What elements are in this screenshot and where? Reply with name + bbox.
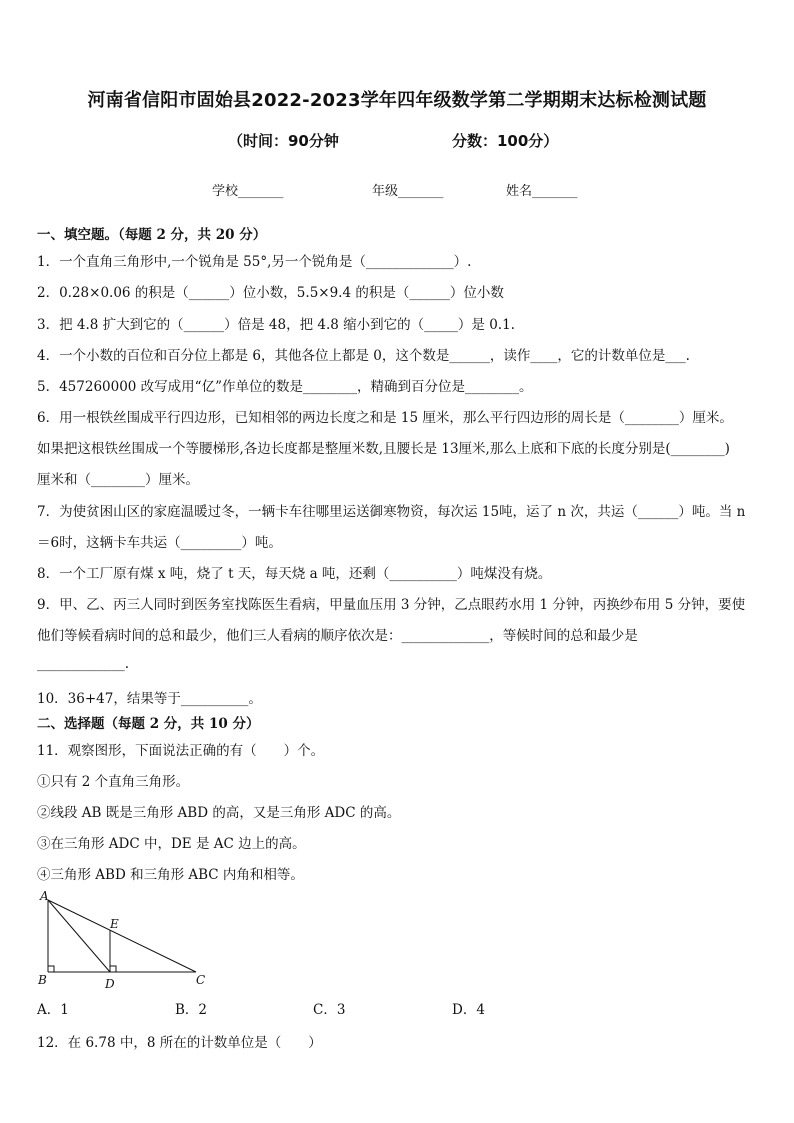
choice-d: D．4 — [452, 1002, 485, 1018]
label-C: C — [196, 973, 206, 987]
statement-1: ①只有 2 个直角三角形。 — [37, 774, 190, 790]
label-A: A — [40, 889, 49, 903]
choice-b: B．2 — [175, 1002, 208, 1018]
choice-a: A．1 — [37, 1002, 69, 1018]
statement-4: ④三角形 ABD 和三角形 ABC 内角和相等。 — [37, 867, 304, 883]
question-11: 11．观察图形，下面说法正确的有（ ）个。 — [37, 743, 325, 759]
right-angle-D — [110, 966, 116, 972]
exam-time: （时间：90分钟 — [228, 132, 339, 150]
segment-AC — [48, 900, 196, 972]
question-12: 12．在 6.78 中，8 所在的计数单位是（ ） — [37, 1035, 322, 1051]
segment-AD — [48, 900, 110, 972]
label-B: B — [38, 973, 47, 987]
question-6-line3: 厘米和（________）厘米。 — [37, 472, 199, 488]
grade-field: 年级_______ — [372, 184, 444, 199]
section-heading-choice: 二、选择题（每题 2 分，共 10 分） — [37, 716, 260, 732]
choice-c: C．3 — [313, 1002, 346, 1018]
statement-3: ③在三角形 ADC 中，DE 是 AC 边上的高。 — [37, 836, 306, 852]
label-D: D — [105, 977, 115, 991]
question-10: 10．36+47，结果等于__________。 — [37, 691, 262, 707]
question-9-line2: 他们等候看病时间的总和最少，他们三人看病的顺序依次是：_____________，等候时间的总和最少是 — [37, 628, 638, 644]
question-3: 3．把 4.8 扩大到它的（______）倍是 48，把 4.8 缩小到它的（_____）是 0.1. — [37, 317, 515, 333]
school-field: 学校_______ — [212, 184, 284, 199]
section-heading-fill: 一、填空题。（每题 2 分，共 20 分） — [37, 227, 267, 243]
question-9-line1: 9．甲、乙、丙三人同时到医务室找陈医生看病，甲量血压用 3 分钟，乙点眼药水用 1 分钟，丙换纱布用 5 分钟，要使 — [37, 597, 746, 613]
question-5: 5．457260000 改写成用“亿”作单位的数是________，精确到百分位是________。 — [37, 379, 533, 395]
right-angle-B — [48, 966, 54, 972]
triangle-figure — [32, 888, 212, 992]
question-2: 2．0.28×0.06 的积是（______）位小数，5.5×9.4 的积是（______）位小数 — [37, 285, 504, 301]
label-E: E — [110, 917, 119, 931]
page-title: 河南省信阳市固始县2022-2023学年四年级数学第二学期期末达标检测试题 — [87, 90, 707, 111]
name-field: 姓名_______ — [506, 184, 578, 199]
question-8: 8．一个工厂原有煤 x 吨，烧了 t 天，每天烧 a 吨，还剩（__________）吨煤没有烧。 — [37, 566, 552, 582]
question-4: 4．一个小数的百位和百分位上都是 6，其他各位上都是 0，这个数是______，读作____，它的计数单位是___. — [37, 348, 690, 364]
question-1: 1．一个直角三角形中,一个锐角是 55°,另一个锐角是（_____________）. — [37, 254, 472, 270]
question-9-line3: _____________. — [37, 656, 130, 672]
question-6-line1: 6．用一根铁丝围成平行四边形，已知相邻的两边长度之和是 15 厘米，那么平行四边形的周长是（________）厘米。 — [37, 410, 733, 426]
question-7-line2: ＝6时，这辆卡车共运（_________）吨。 — [37, 535, 282, 551]
question-7-line1: 7．为使贫困山区的家庭温暖过冬，一辆卡车往哪里运送御寒物资，每次运 15吨，运了 n 次，共运（______）吨。当 n — [37, 504, 746, 520]
statement-2: ②线段 AB 既是三角形 ABD 的高，又是三角形 ADC 的高。 — [37, 805, 401, 821]
exam-score: 分数：100分） — [452, 132, 559, 150]
question-6-line2: 如果把这根铁丝围成一个等腰梯形,各边长度都是整厘米数,且腰长是 13厘米,那么上底和下底的长度分别是(________) — [37, 441, 730, 457]
